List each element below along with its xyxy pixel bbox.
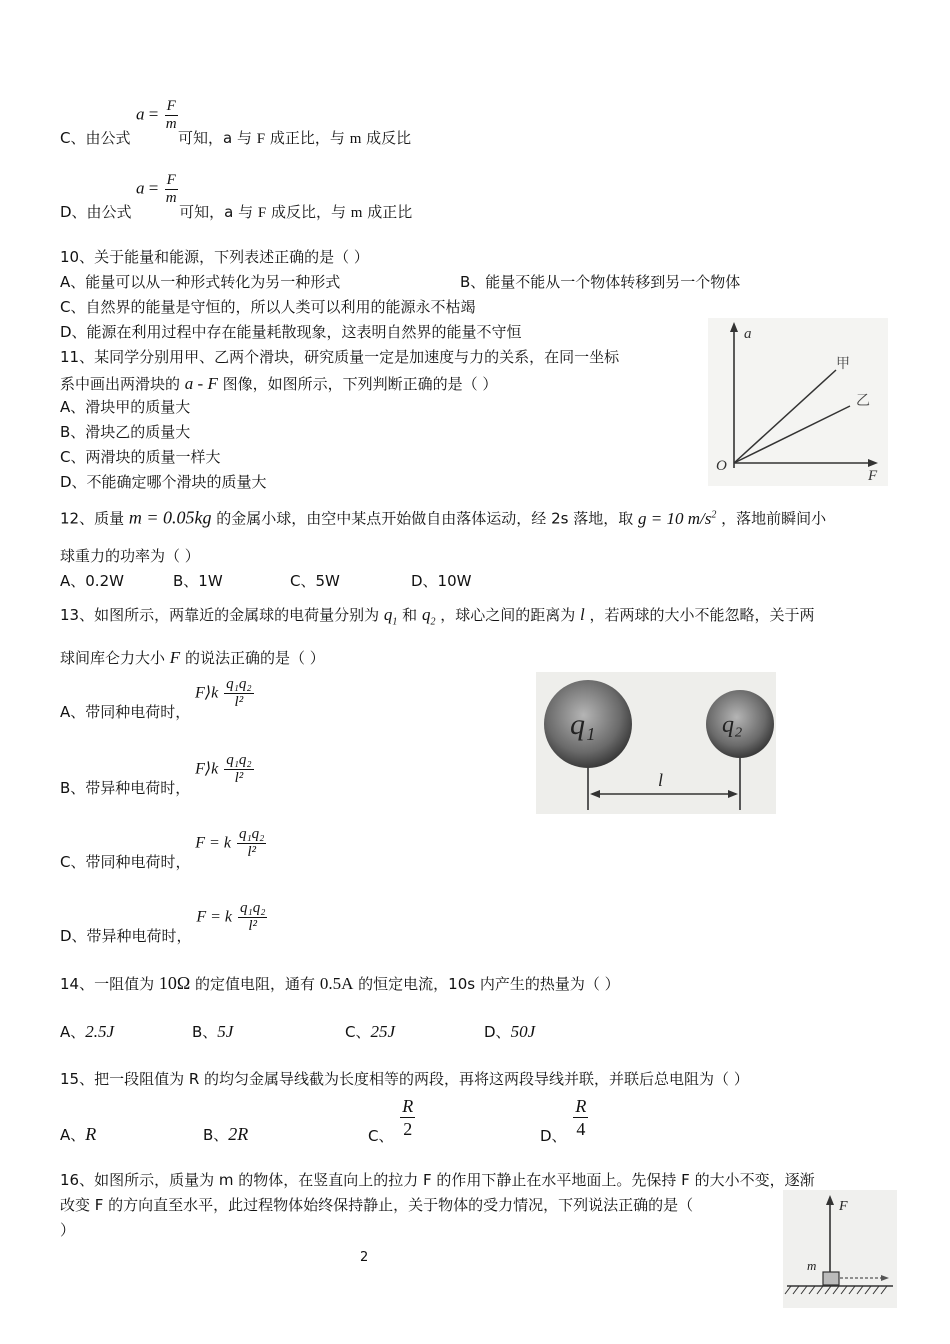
q13-q2-sub: 2 xyxy=(430,616,436,628)
q16-stem-line3: ） xyxy=(60,1221,76,1239)
q13-fig-q2: q₂ xyxy=(722,712,743,738)
q9c-num: F xyxy=(166,98,176,114)
q16-stem-line2: 改变 F 的方向直至水平，此过程物体始终保持静止，关于物体的受力情况，下列说法正确的是（ xyxy=(60,1196,694,1214)
q12-stem-c: ，落地前瞬间小 xyxy=(721,509,827,528)
q13-stem-c: ，若两球的大小不能忽略，关于两 xyxy=(589,606,815,624)
q13-stem-a: 13、如图所示，两靠近的金属球的电荷量分别为 xyxy=(60,606,380,624)
q15-b: 2R xyxy=(228,1124,249,1144)
q12-stem-line2: 球重力的功率为（ ） xyxy=(60,547,200,565)
q13-b-den: l² xyxy=(234,770,244,786)
q13-q1-sub: 1 xyxy=(392,616,398,628)
q15-option-d xyxy=(540,1095,590,1146)
q15-option-c xyxy=(368,1095,417,1146)
q13-stem2b: 的说法正确的是（ ） xyxy=(184,649,325,667)
q14-c: 25J xyxy=(370,1022,396,1041)
q13-option-b xyxy=(60,752,256,798)
q9d-tail: 可知，a 与 xyxy=(179,203,254,221)
q11-option-d: D、不能确定哪个滑块的质量大 xyxy=(60,473,267,491)
q9d-a: a xyxy=(136,178,145,198)
q13-stem-b: ，球心之间的距离为 xyxy=(440,606,576,624)
q14-d: 50J xyxy=(510,1022,536,1041)
q11-x-label: F xyxy=(868,468,878,484)
q13-q1: q xyxy=(383,605,393,624)
q12-option-a: A、0.2W xyxy=(60,572,124,590)
q11-stem-line1: 11、某同学分别用甲、乙两个滑块，研究质量一定是加速度与力的关系，在同一坐标 xyxy=(60,348,620,366)
page-number: 2 xyxy=(360,1250,369,1265)
q15-c-num: R xyxy=(402,1096,414,1116)
q9c-a: a xyxy=(136,104,145,124)
q12-g: g = 10 m/s xyxy=(637,508,712,528)
q11-origin: O xyxy=(716,458,727,474)
q16-block xyxy=(823,1272,839,1285)
q11-option-a: A、滑块甲的质量大 xyxy=(60,398,191,416)
q14-b-lbl: B、 xyxy=(192,1023,218,1041)
q9-option-d xyxy=(60,202,412,223)
q13-b-rel: F⟩k xyxy=(195,760,219,778)
q13-c-rel: F = k xyxy=(195,834,231,852)
q11-aF: a - F xyxy=(184,374,218,393)
q11-label-jia: 甲 xyxy=(836,356,850,372)
q14-r: 10Ω xyxy=(158,973,191,993)
q14-c-lbl: C、 xyxy=(345,1023,371,1041)
q11-stem2a: 系中画出两滑块的 xyxy=(60,375,181,393)
q15-c-den: 2 xyxy=(403,1119,413,1139)
q11-stem-line2 xyxy=(60,374,497,394)
q13-fig-q1: q₁ xyxy=(570,708,596,741)
q13-spheres-figure xyxy=(536,672,776,814)
q15-b-lbl: B、 xyxy=(203,1126,229,1144)
q13-q2: q xyxy=(421,605,431,624)
q15-c-lbl: C、 xyxy=(368,1127,394,1145)
q11-option-c: C、两滑块的质量一样大 xyxy=(60,448,221,466)
q15-a-lbl: A、 xyxy=(60,1126,86,1144)
q13-d-num: q₁q₂ xyxy=(240,900,266,916)
q9d-tail2: 成反比，与 xyxy=(271,203,347,221)
q12-g-sup: 2 xyxy=(711,509,717,520)
q9c-f: F xyxy=(256,131,266,147)
q16-force-figure xyxy=(783,1190,897,1308)
q13-c-label: C、带同种电荷时， xyxy=(60,853,191,871)
q16-stem-line1: 16、如图所示，质量为 m 的物体，在竖直向上的拉力 F 的作用下静止在水平地面上。先保持 F 的大小不变，逐渐 xyxy=(60,1171,815,1189)
q9d-num: F xyxy=(166,172,176,188)
q14-option-a xyxy=(60,1022,114,1042)
q13-a-label: A、带同种电荷时， xyxy=(60,703,191,721)
q14-stem-b: 的定值电阻，通有 xyxy=(195,975,316,993)
q13-l: l xyxy=(580,605,585,624)
q13-d-rel: F = k xyxy=(196,908,233,926)
q15-stem: 15、把一段阻值为 R 的均匀金属导线截为长度相等的两段，再将这两段导线并联，并联后总电阻为（ ） xyxy=(60,1070,749,1088)
q11-option-b: B、滑块乙的质量大 xyxy=(60,423,191,441)
q11-aF-graph xyxy=(708,318,888,486)
q13-b-label: B、带异种电荷时， xyxy=(60,779,191,797)
q13-c-den: l² xyxy=(247,844,256,860)
q14-b: 5J xyxy=(217,1022,234,1041)
q9d-m: m xyxy=(350,205,363,221)
q10-option-a: A、能量可以从一种形式转化为另一种形式 xyxy=(60,273,341,291)
q9d-den: m xyxy=(165,190,177,206)
q14-d-lbl: D、 xyxy=(484,1023,511,1041)
q9c-m: m xyxy=(349,131,362,147)
q9c-label: C、由公式 xyxy=(60,129,131,147)
q13-a-den: l² xyxy=(234,694,244,710)
q15-d-den: 4 xyxy=(576,1119,586,1139)
q13-F: F xyxy=(169,648,181,667)
q15-option-b xyxy=(203,1124,248,1145)
q15-a: R xyxy=(85,1124,97,1144)
q15-option-a xyxy=(60,1124,96,1145)
q13-stem-line2 xyxy=(60,648,325,668)
q9c-den: m xyxy=(165,116,177,132)
q14-a: 2.5J xyxy=(85,1022,115,1041)
q13-option-a xyxy=(60,676,256,722)
q14-option-c xyxy=(345,1022,395,1042)
q11-label-yi: 乙 xyxy=(856,393,870,409)
q13-d-den: l² xyxy=(248,918,258,934)
q11-stem2b: 图像，如图所示，下列判断正确的是（ ） xyxy=(222,375,498,393)
q12-mass: m = 0.05kg xyxy=(128,507,212,528)
q13-option-c xyxy=(60,826,268,872)
q13-fig-l: l xyxy=(658,770,664,790)
q16-fig-F: F xyxy=(839,1199,848,1214)
q12-option-b: B、1W xyxy=(173,572,223,590)
q13-a-num: q₁q₂ xyxy=(226,676,252,692)
q12-stem-a: 12、质量 xyxy=(60,509,125,528)
q9d-tail3: 成正比 xyxy=(367,203,413,221)
q10-option-b: B、能量不能从一个物体转移到另一个物体 xyxy=(460,273,741,291)
q13-b-num: q₁q₂ xyxy=(226,752,252,768)
q11-y-label: a xyxy=(744,326,752,342)
q10-stem: 10、关于能量和能源，下列表述正确的是（ ） xyxy=(60,248,369,266)
q9d-f: F xyxy=(257,205,267,221)
q14-option-b xyxy=(192,1022,233,1042)
q9c-tail2: 成正比，与 xyxy=(269,129,345,147)
q13-c-num: q₁q₂ xyxy=(238,826,265,842)
q13-stem-line1 xyxy=(60,605,815,632)
q12-option-d: D、10W xyxy=(411,572,472,590)
q9-option-c xyxy=(60,128,411,149)
q10-option-c: C、自然界的能量是守恒的，所以人类可以利用的能源永不枯竭 xyxy=(60,298,476,316)
q9c-tail: 可知，a 与 xyxy=(178,129,253,147)
q9d-label: D、由公式 xyxy=(60,203,132,221)
q9d-eq: = xyxy=(148,178,159,198)
q12-stem-b: 的金属小球，由空中某点开始做自由落体运动，经 2s 落地，取 xyxy=(216,509,634,528)
q13-d-label: D、带异种电荷时， xyxy=(60,927,192,945)
q14-stem-a: 14、一阻值为 xyxy=(60,975,155,993)
q14-stem-c: 的恒定电流，10s 内产生的热量为（ ） xyxy=(358,975,620,993)
q16-fig-m: m xyxy=(807,1258,817,1273)
q9c-tail3: 成反比 xyxy=(366,129,412,147)
q14-a-lbl: A、 xyxy=(60,1023,86,1041)
q15-d-lbl: D、 xyxy=(540,1127,567,1145)
q13-option-d xyxy=(60,900,269,946)
q9c-eq: = xyxy=(148,104,159,124)
q13-stem2a: 球间库仑力大小 xyxy=(60,649,166,667)
q10-option-d: D、能源在利用过程中存在能量耗散现象，这表明自然界的能量不守恒 xyxy=(60,323,522,341)
q14-stem xyxy=(60,973,620,994)
q12-stem-line1 xyxy=(60,505,826,529)
q14-i: 0.5A xyxy=(319,974,354,993)
q13-and: 和 xyxy=(402,606,418,624)
q13-a-rel: F⟩k xyxy=(195,684,219,702)
q15-d-num: R xyxy=(575,1096,587,1116)
q12-option-c: C、5W xyxy=(290,572,340,590)
q14-option-d xyxy=(484,1022,535,1042)
